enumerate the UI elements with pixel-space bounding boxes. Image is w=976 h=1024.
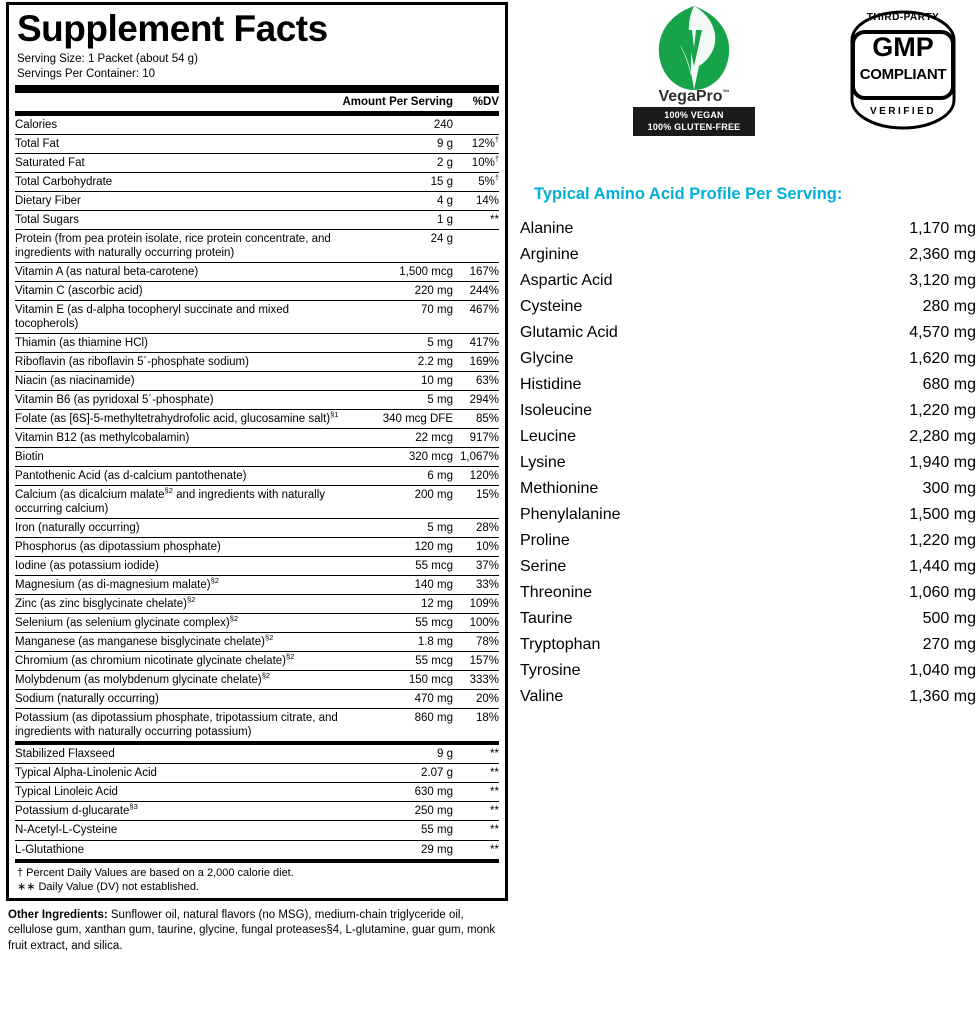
other-ingredients-text: Sunflower oil, natural flavors (no MSG), medium-chain triglyceride oil, cellulose gum, xanthan gum, taurine, glycine, fungal proteases§4, L-glutamine, guar gum, monk fruit extract, and silica. — [8, 909, 496, 952]
amino-acid-value: 1,220 mg — [909, 402, 976, 419]
table-row — [15, 301, 499, 334]
nutrient-dv: 37% — [453, 557, 499, 576]
banner-line-glutenfree: 100% GLUTEN-FREE — [647, 122, 741, 133]
servings-per-container: Servings Per Container: 10 — [17, 67, 156, 80]
table-row — [15, 745, 499, 764]
amino-acid-value: 1,060 mg — [909, 584, 976, 601]
nutrient-amount: 55 mcg — [341, 557, 453, 576]
nutrient-dv: 167% — [453, 263, 499, 282]
amino-acid-row — [520, 632, 976, 658]
amino-acid-value: 280 mg — [922, 298, 976, 315]
table-row — [15, 353, 499, 372]
amino-acid-row — [520, 554, 976, 580]
nutrient-amount: 240 — [341, 116, 453, 135]
nutrient-amount: 9 g — [341, 134, 453, 153]
table-row — [15, 263, 499, 282]
nutrient-dv: 18% — [475, 712, 499, 725]
nutrient-name: Potassium d-glucarate$^{\S 3}$ — [15, 802, 341, 821]
nutrient-name: Dietary Fiber — [15, 191, 341, 210]
table-row — [15, 372, 499, 391]
amino-acid-title: Typical Amino Acid Profile Per Serving: — [534, 185, 843, 203]
nutrient-dv: ** — [453, 210, 499, 229]
nutrient-amount: 2 g — [341, 153, 453, 172]
amino-acid-row — [520, 684, 976, 710]
nutrient-dv: 120% — [453, 467, 499, 486]
nutrient-dv: 10% — [453, 538, 499, 557]
gmp-badge-frame — [848, 10, 958, 130]
nutrient-dv: 33% — [453, 576, 499, 595]
nutrient-amount: 5 mg — [341, 334, 453, 353]
nutrient-name: Biotin — [15, 448, 341, 467]
nutrient-dv: 20% — [453, 690, 499, 709]
table-row — [15, 671, 499, 690]
table-row — [15, 519, 499, 538]
table-row — [15, 134, 499, 153]
amino-acid-profile — [520, 185, 976, 710]
table-row — [15, 840, 499, 859]
divider-med-bottom — [15, 859, 499, 863]
amino-acid-name: Serine — [520, 558, 567, 575]
nutrient-dv: 15% — [453, 486, 499, 519]
nutrient-amount: 29 mg — [421, 843, 453, 856]
header-dv: %DV — [453, 93, 499, 112]
nutrient-name: Calories — [15, 116, 341, 135]
amino-acid-row — [520, 476, 976, 502]
table-row — [15, 172, 499, 191]
nutrient-amount: 1,500 mcg — [341, 263, 453, 282]
nutrient-name: Vitamin E (as d-alpha tocopheryl succinate and mixed tocopherols) — [15, 301, 341, 334]
nutrient-amount: 9 g — [341, 745, 453, 764]
nutrient-amount: 470 mg — [341, 690, 453, 709]
nutrient-name: Vitamin B6 (as pyridoxal 5´-phosphate) — [15, 391, 341, 410]
nutrient-amount: 5 mg — [341, 391, 453, 410]
nutrient-amount: 22 mcg — [341, 429, 453, 448]
nutrient-amount: 2.07 g — [341, 764, 453, 783]
supplement-facts-panel — [6, 2, 508, 954]
amino-acid-name: Glutamic Acid — [520, 324, 618, 341]
amino-acid-value: 2,360 mg — [909, 246, 976, 263]
amino-acid-name: Glycine — [520, 350, 574, 367]
table-row — [15, 486, 499, 519]
table-row — [15, 210, 499, 229]
gmp-main-text: GMP — [872, 32, 934, 62]
amino-acid-name: Tryptophan — [520, 636, 601, 653]
nutrient-amount: 150 mcg — [341, 671, 453, 690]
nutrient-name: Total Sugars — [15, 210, 341, 229]
nutrient-name: Vitamin A (as natural beta-carotene) — [15, 263, 341, 282]
amino-acid-row — [520, 294, 976, 320]
amino-acid-name: Isoleucine — [520, 402, 593, 419]
table-row — [15, 557, 499, 576]
table-row — [15, 821, 499, 840]
nutrient-name: Phosphorus (as dipotassium phosphate) — [15, 538, 341, 557]
nutrient-dv: ** — [453, 783, 499, 802]
amino-acid-value: 500 mg — [922, 610, 976, 627]
divider-thick-top — [15, 85, 499, 93]
nutrient-dv: 100% — [453, 614, 499, 633]
nutrient-dv: 14% — [453, 191, 499, 210]
nutrient-amount: 6 mg — [341, 467, 453, 486]
banner-line-vegan: 100% VEGAN — [664, 110, 724, 120]
amino-acid-name: Valine — [520, 688, 564, 705]
nutrient-dv: 244% — [453, 282, 499, 301]
nutrient-name: Calcium (as dicalcium malate$^{\S 2}$ and ingredients with naturally occurring calcium) — [15, 486, 341, 519]
table-row — [15, 410, 499, 429]
nutrient-amount: 630 mg — [341, 783, 453, 802]
nutrient-amount: 15 g — [341, 172, 453, 191]
amino-acid-value: 4,570 mg — [909, 324, 976, 341]
footnotes — [17, 866, 499, 896]
nutrient-amount: 5 mg — [341, 519, 453, 538]
table-row — [15, 764, 499, 783]
table-row — [15, 652, 499, 671]
header-blank — [15, 93, 341, 112]
amino-acid-name: Cysteine — [520, 298, 583, 315]
footnote-stars: ∗∗ Daily Value (DV) not established. — [17, 881, 200, 894]
nutrient-amount: 200 mg — [341, 486, 453, 519]
amino-acid-value: 1,360 mg — [909, 688, 976, 705]
table-row — [15, 614, 499, 633]
nutrient-dv: 10%† — [453, 153, 499, 172]
amino-acid-name: Aspartic Acid — [520, 272, 613, 289]
nutrient-amount: 250 mg — [341, 802, 453, 821]
nutrient-dv — [453, 229, 499, 262]
amino-acid-value: 1,620 mg — [909, 350, 976, 367]
nutrient-amount: 55 mcg — [341, 652, 453, 671]
extras-rows-table — [15, 745, 499, 858]
amino-acid-name: Arginine — [520, 246, 579, 263]
vegapro-wordmark: VegaPro™ — [658, 88, 730, 105]
other-ingredients-label: Other Ingredients: — [8, 909, 108, 922]
nutrient-name: Pantothenic Acid (as d-calcium pantothenate) — [15, 467, 341, 486]
nutrient-dv: ** — [453, 764, 499, 783]
nutrient-name: Riboflavin (as riboflavin 5´-phosphate sodium) — [15, 353, 341, 372]
nutrient-name: Vitamin B12 (as methylcobalamin) — [15, 429, 341, 448]
table-row — [15, 690, 499, 709]
trademark-symbol: ™ — [722, 89, 730, 97]
nutrient-dv: 467% — [453, 301, 499, 334]
amino-acid-name: Tyrosine — [520, 662, 581, 679]
amino-acid-name: Threonine — [520, 584, 593, 601]
nutrient-dv: 63% — [453, 372, 499, 391]
nutrient-name: L-Glutathione — [15, 843, 85, 856]
nutrient-name: Thiamin (as thiamine HCl) — [15, 334, 341, 353]
nutrient-name: Total Fat — [15, 134, 341, 153]
nutrient-name: Selenium (as selenium glycinate complex)$^{\S 2}$ — [15, 614, 341, 633]
nutrient-name: Sodium (naturally occurring) — [15, 690, 341, 709]
table-row — [15, 802, 499, 821]
amino-acid-row — [520, 580, 976, 606]
nutrient-amount: 2.2 mg — [341, 353, 453, 372]
amino-acid-value: 1,220 mg — [909, 532, 976, 549]
page-title: Supplement Facts — [17, 8, 328, 49]
nutrient-dv: 28% — [453, 519, 499, 538]
gmp-compliant-badge — [840, 6, 966, 136]
table-row — [15, 153, 499, 172]
amino-acid-row — [520, 450, 976, 476]
nutrient-dv: 78% — [453, 633, 499, 652]
nutrient-dv — [453, 116, 499, 135]
nutrient-amount: 4 g — [341, 191, 453, 210]
nutrient-dv: 109% — [453, 595, 499, 614]
nutrient-amount: 220 mg — [341, 282, 453, 301]
nutrition-rows-table — [15, 116, 499, 742]
nutrient-amount: 1.8 mg — [341, 633, 453, 652]
amino-acid-value: 1,440 mg — [909, 558, 976, 575]
nutrient-name: Manganese (as manganese bisglycinate chelate)$^{\S 2}$ — [15, 633, 341, 652]
table-row — [15, 391, 499, 410]
amino-acid-name: Lysine — [520, 454, 566, 471]
nutrient-name: Vitamin C (ascorbic acid) — [15, 282, 341, 301]
amino-acid-name: Taurine — [520, 610, 573, 627]
nutrient-dv: 417% — [453, 334, 499, 353]
amino-acid-value: 3,120 mg — [909, 272, 976, 289]
nutrient-name: Typical Alpha-Linolenic Acid — [15, 764, 341, 783]
gmp-top-text: THIRD-PARTY — [866, 12, 940, 23]
amino-acid-row — [520, 268, 976, 294]
nutrient-amount: 1 g — [341, 210, 453, 229]
table-row — [15, 282, 499, 301]
nutrient-name: Typical Linoleic Acid — [15, 783, 341, 802]
supplement-facts-box — [6, 2, 508, 901]
nutrient-name: Chromium (as chromium nicotinate glycinate chelate)$^{\S 2}$ — [15, 652, 341, 671]
nutrient-name: Saturated Fat — [15, 153, 341, 172]
nutrient-dv: ** — [453, 821, 499, 840]
nutrient-dv: 5%† — [453, 172, 499, 191]
amino-acid-value: 270 mg — [922, 636, 976, 653]
nutrient-amount: 120 mg — [341, 538, 453, 557]
amino-acid-row — [520, 398, 976, 424]
amino-acid-row — [520, 424, 976, 450]
table-row — [15, 576, 499, 595]
nutrient-name: Niacin (as niacinamide) — [15, 372, 341, 391]
nutrient-name: Magnesium (as di-magnesium malate)$^{\S 2}$ — [15, 576, 341, 595]
nutrient-dv: 1,067% — [453, 448, 499, 467]
amino-acid-name: Proline — [520, 532, 570, 549]
amino-acid-row — [520, 606, 976, 632]
amino-acid-name: Alanine — [520, 220, 574, 237]
table-row — [15, 595, 499, 614]
table-row — [15, 116, 499, 135]
other-ingredients — [6, 908, 508, 954]
nutrient-amount: 340 mcg DFE — [341, 410, 453, 429]
amino-acid-value: 1,940 mg — [909, 454, 976, 471]
nutrient-name: Potassium (as dipotassium phosphate, tripotassium citrate, and ingredients with naturally occurring potassium) — [15, 712, 338, 739]
nutrient-name: Folate (as [6S]-5-methyltetrahydrofolic acid, glucosamine salt)$^{\S 1}$ — [15, 410, 341, 429]
nutrient-dv: 917% — [453, 429, 499, 448]
amino-acid-value: 680 mg — [922, 376, 976, 393]
gmp-sub-text: COMPLIANT — [859, 66, 947, 83]
amino-acid-name: Histidine — [520, 376, 582, 393]
amino-acid-row — [520, 320, 976, 346]
table-row — [15, 538, 499, 557]
right-panel — [520, 0, 976, 1024]
amino-acid-row — [520, 658, 976, 684]
amino-acid-name: Methionine — [520, 480, 599, 497]
nutrient-dv: ** — [453, 802, 499, 821]
nutrient-amount: 55 mcg — [341, 614, 453, 633]
amino-acid-row — [520, 242, 976, 268]
table-row — [15, 448, 499, 467]
serving-size: Serving Size: 1 Packet (about 54 g) — [17, 53, 198, 65]
nutrient-name: Iron (naturally occurring) — [15, 519, 341, 538]
nutrient-dv: 12%† — [453, 134, 499, 153]
nutrient-dv: ** — [453, 745, 499, 764]
table-row — [15, 191, 499, 210]
nutrient-amount: 24 g — [341, 229, 453, 262]
nutrient-name: Zinc (as zinc bisglycinate chelate)$^{\S 2}$ — [15, 595, 341, 614]
nutrient-amount: 55 mg — [341, 821, 453, 840]
amino-acid-value: 1,500 mg — [909, 506, 976, 523]
nutrient-name: Total Carbohydrate — [15, 172, 341, 191]
amino-acid-row — [520, 372, 976, 398]
amino-acid-value: 300 mg — [922, 480, 976, 497]
nutrient-dv: 85% — [453, 410, 499, 429]
footnote-dagger: † Percent Daily Values are based on a 2,000 calorie diet. — [17, 866, 294, 879]
nutrient-name: Stabilized Flaxseed — [15, 745, 341, 764]
nutrient-amount: 140 mg — [341, 576, 453, 595]
amino-acid-table — [520, 216, 976, 710]
nutrient-name: N-Acetyl-L-Cysteine — [15, 821, 341, 840]
header-amount-per-serving: Amount Per Serving — [341, 93, 453, 112]
nutrient-dv: 333% — [453, 671, 499, 690]
table-row — [15, 334, 499, 353]
nutrient-amount: 320 mcg — [341, 448, 453, 467]
nutrient-amount: 70 mg — [341, 301, 453, 334]
table-row — [15, 633, 499, 652]
amino-acid-row — [520, 346, 976, 372]
table-row — [15, 429, 499, 448]
nutrient-amount: 860 mg — [414, 712, 453, 725]
table-header-row — [15, 93, 499, 112]
table-row — [15, 229, 499, 262]
vegapro-logo — [633, 4, 755, 134]
amino-acid-value: 2,280 mg — [909, 428, 976, 445]
table-row — [15, 783, 499, 802]
nutrient-amount: 10 mg — [341, 372, 453, 391]
table-row — [15, 709, 499, 742]
amino-acid-name: Phenylalanine — [520, 506, 621, 523]
amino-acid-value: 1,170 mg — [909, 220, 976, 237]
nutrient-dv: ** — [490, 843, 499, 856]
nutrient-name: Protein (from pea protein isolate, rice protein concentrate, and ingredients with naturally occurring protein) — [15, 229, 341, 262]
nutrient-dv: 157% — [453, 652, 499, 671]
table-row — [15, 467, 499, 486]
amino-acid-row — [520, 528, 976, 554]
nutrient-name: Molybdenum (as molybdenum glycinate chelate)$^{\S 2}$ — [15, 671, 341, 690]
vegan-glutenfree-banner — [633, 107, 755, 136]
amino-acid-row — [520, 502, 976, 528]
nutrient-dv: 294% — [453, 391, 499, 410]
leaf-icon — [655, 4, 733, 92]
gmp-bottom-text: VERIFIED — [869, 106, 937, 117]
amino-acid-value: 1,040 mg — [909, 662, 976, 679]
amino-acid-row — [520, 216, 976, 242]
amino-acid-name: Leucine — [520, 428, 577, 445]
nutrient-name: Iodine (as potassium iodide) — [15, 557, 341, 576]
nutrient-amount: 12 mg — [341, 595, 453, 614]
nutrient-dv: 169% — [453, 353, 499, 372]
nutrition-table — [15, 93, 499, 112]
